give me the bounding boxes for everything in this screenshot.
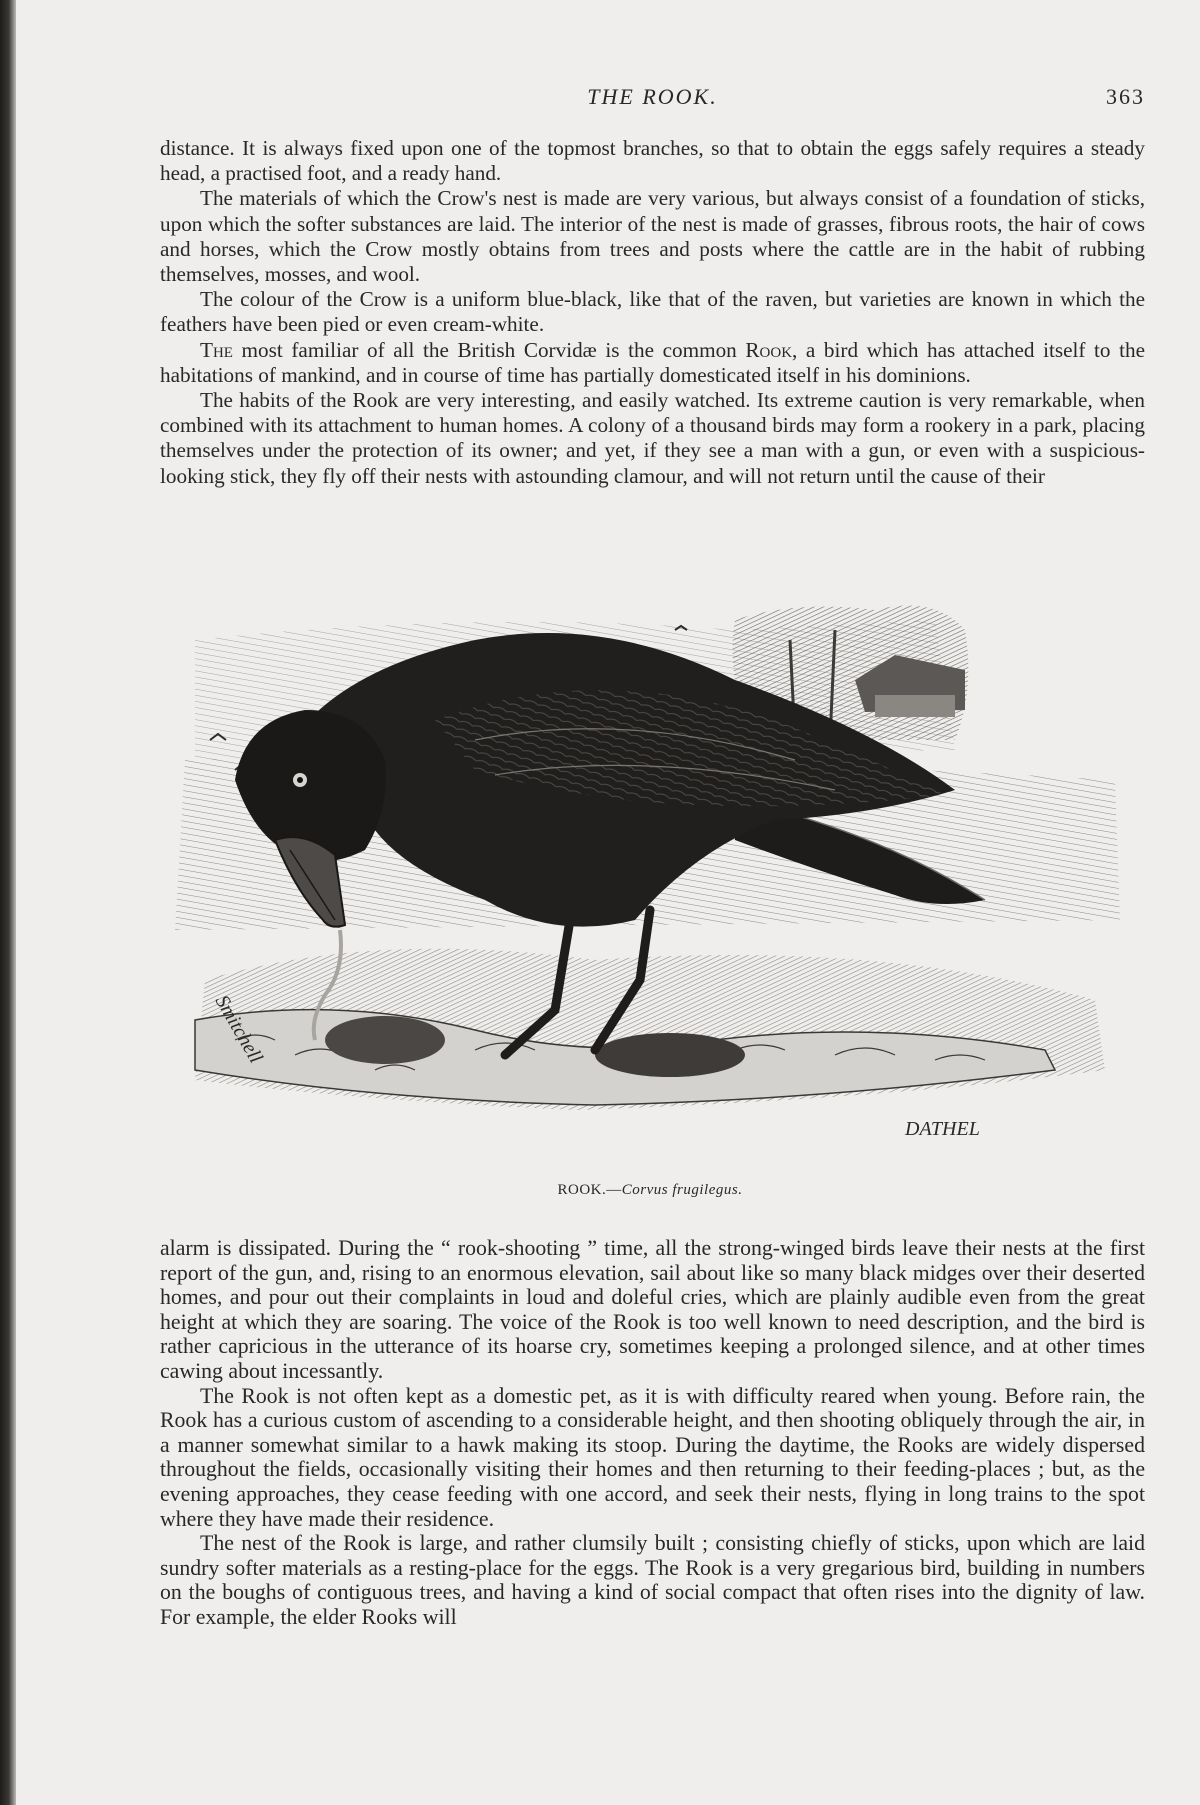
rook-intro-text-1: most familiar of all the British Corvidæ is the common xyxy=(241,337,737,362)
paragraph-rook-habits: The habits of the Rook are very interesting, and easily watched. Its extreme caution is very remarkable, when combined with its attachment to human homes. A colony of a thousand birds may form a rookery in a park, placing themselves under the protection of its owner; and yet, if they see a man with a gun, or even with a suspicious-looking stick, they fly off their nests with astounding clamour, and will not return until the cause of their xyxy=(160,388,1145,488)
paragraph-rook-intro xyxy=(160,338,1145,388)
caption-name: ROOK.— xyxy=(557,1182,622,1198)
paragraph-crow-colour: The colour of the Crow is a uniform blue-black, like that of the raven, but varieties are known in which the feathers have been pied or even cream-white. xyxy=(160,287,1145,337)
caption-latin: Corvus frugilegus. xyxy=(621,1182,743,1198)
running-title: THE ROOK. xyxy=(587,84,718,109)
rook-engraving xyxy=(175,600,1125,1160)
paragraph-rook-nest: The nest of the Rook is large, and rather clumsily built ; consisting chiefly of sticks, upon which are laid sundry softer materials as a resting-place for the eggs. The Rook is a very gregarious bird, building in numbers on the boughs of contiguous trees, and having a kind of social compact that often rises into the dignity of law. For example, the elder Rooks will xyxy=(160,1531,1145,1629)
figure-caption xyxy=(175,1182,1125,1199)
paragraph-crow-nest: The materials of which the Crow's nest is made are very various, but always consist of a foundation of sticks, upon which the softer substances are laid. The interior of the nest is made of grasses, fibrous roots, the hair of cows and horses, which the Crow mostly obtains from trees and posts where the cattle are in the habit of rubbing themselves, mosses, and wool. xyxy=(160,186,1145,287)
paragraph-continued: distance. It is always fixed upon one of the topmost branches, so that to obtain the eggs safely requires a steady head, a practised foot, and a ready hand. xyxy=(160,136,1145,186)
smallcaps-lead: The xyxy=(200,337,233,362)
paragraph-rook-alarm: alarm is dissipated. During the “ rook-shooting ” time, all the strong-winged birds leave their nests at the first report of the gun, and, rising to an enormous elevation, sail about like so many black midges over their deserted homes, and pour out their complaints in loud and doleful cries, which are plainly audible even from the great height at which they are soaring. The voice of the Rook is too well known to need description, and the bird is rather capricious in the utterance of its hoarse cry, sometimes keeping a prolonged silence, and at other times cawing about incessantly. xyxy=(160,1236,1145,1383)
mound xyxy=(325,1016,445,1064)
lower-text-block xyxy=(160,1236,1145,1630)
paragraph-rook-pet: The Rook is not often kept as a domestic pet, as it is with difficulty reared when young. Before rain, the Rook has a curious custom of ascending to a considerable height, and then shooting obliquely through the air, in a manner somewhat similar to a hawk making its stoop. During the daytime, the Rooks are widely dispersed throughout the fields, occasionally visiting their homes and then returning to their feeding-places ; but, as the evening approaches, they cease feeding with one accord, and seek their nests, flying in long trains to the spot where they have made their residence. xyxy=(160,1383,1145,1531)
page-number: 363 xyxy=(1106,84,1145,109)
signature-left: Smitchell xyxy=(210,991,267,1067)
upper-text-block xyxy=(160,136,1145,489)
signature-right: DATHEL xyxy=(905,1118,980,1140)
smallcaps-rook: Rook xyxy=(745,337,793,362)
rook-illustration xyxy=(175,600,1125,1160)
page-header xyxy=(160,84,1145,114)
rook-intro-text-2: , a bird which has attached itself to the habitations of mankind, and in course of time has partially domesticated itself in his dominions. xyxy=(160,337,1146,387)
dark-clod xyxy=(595,1033,745,1077)
